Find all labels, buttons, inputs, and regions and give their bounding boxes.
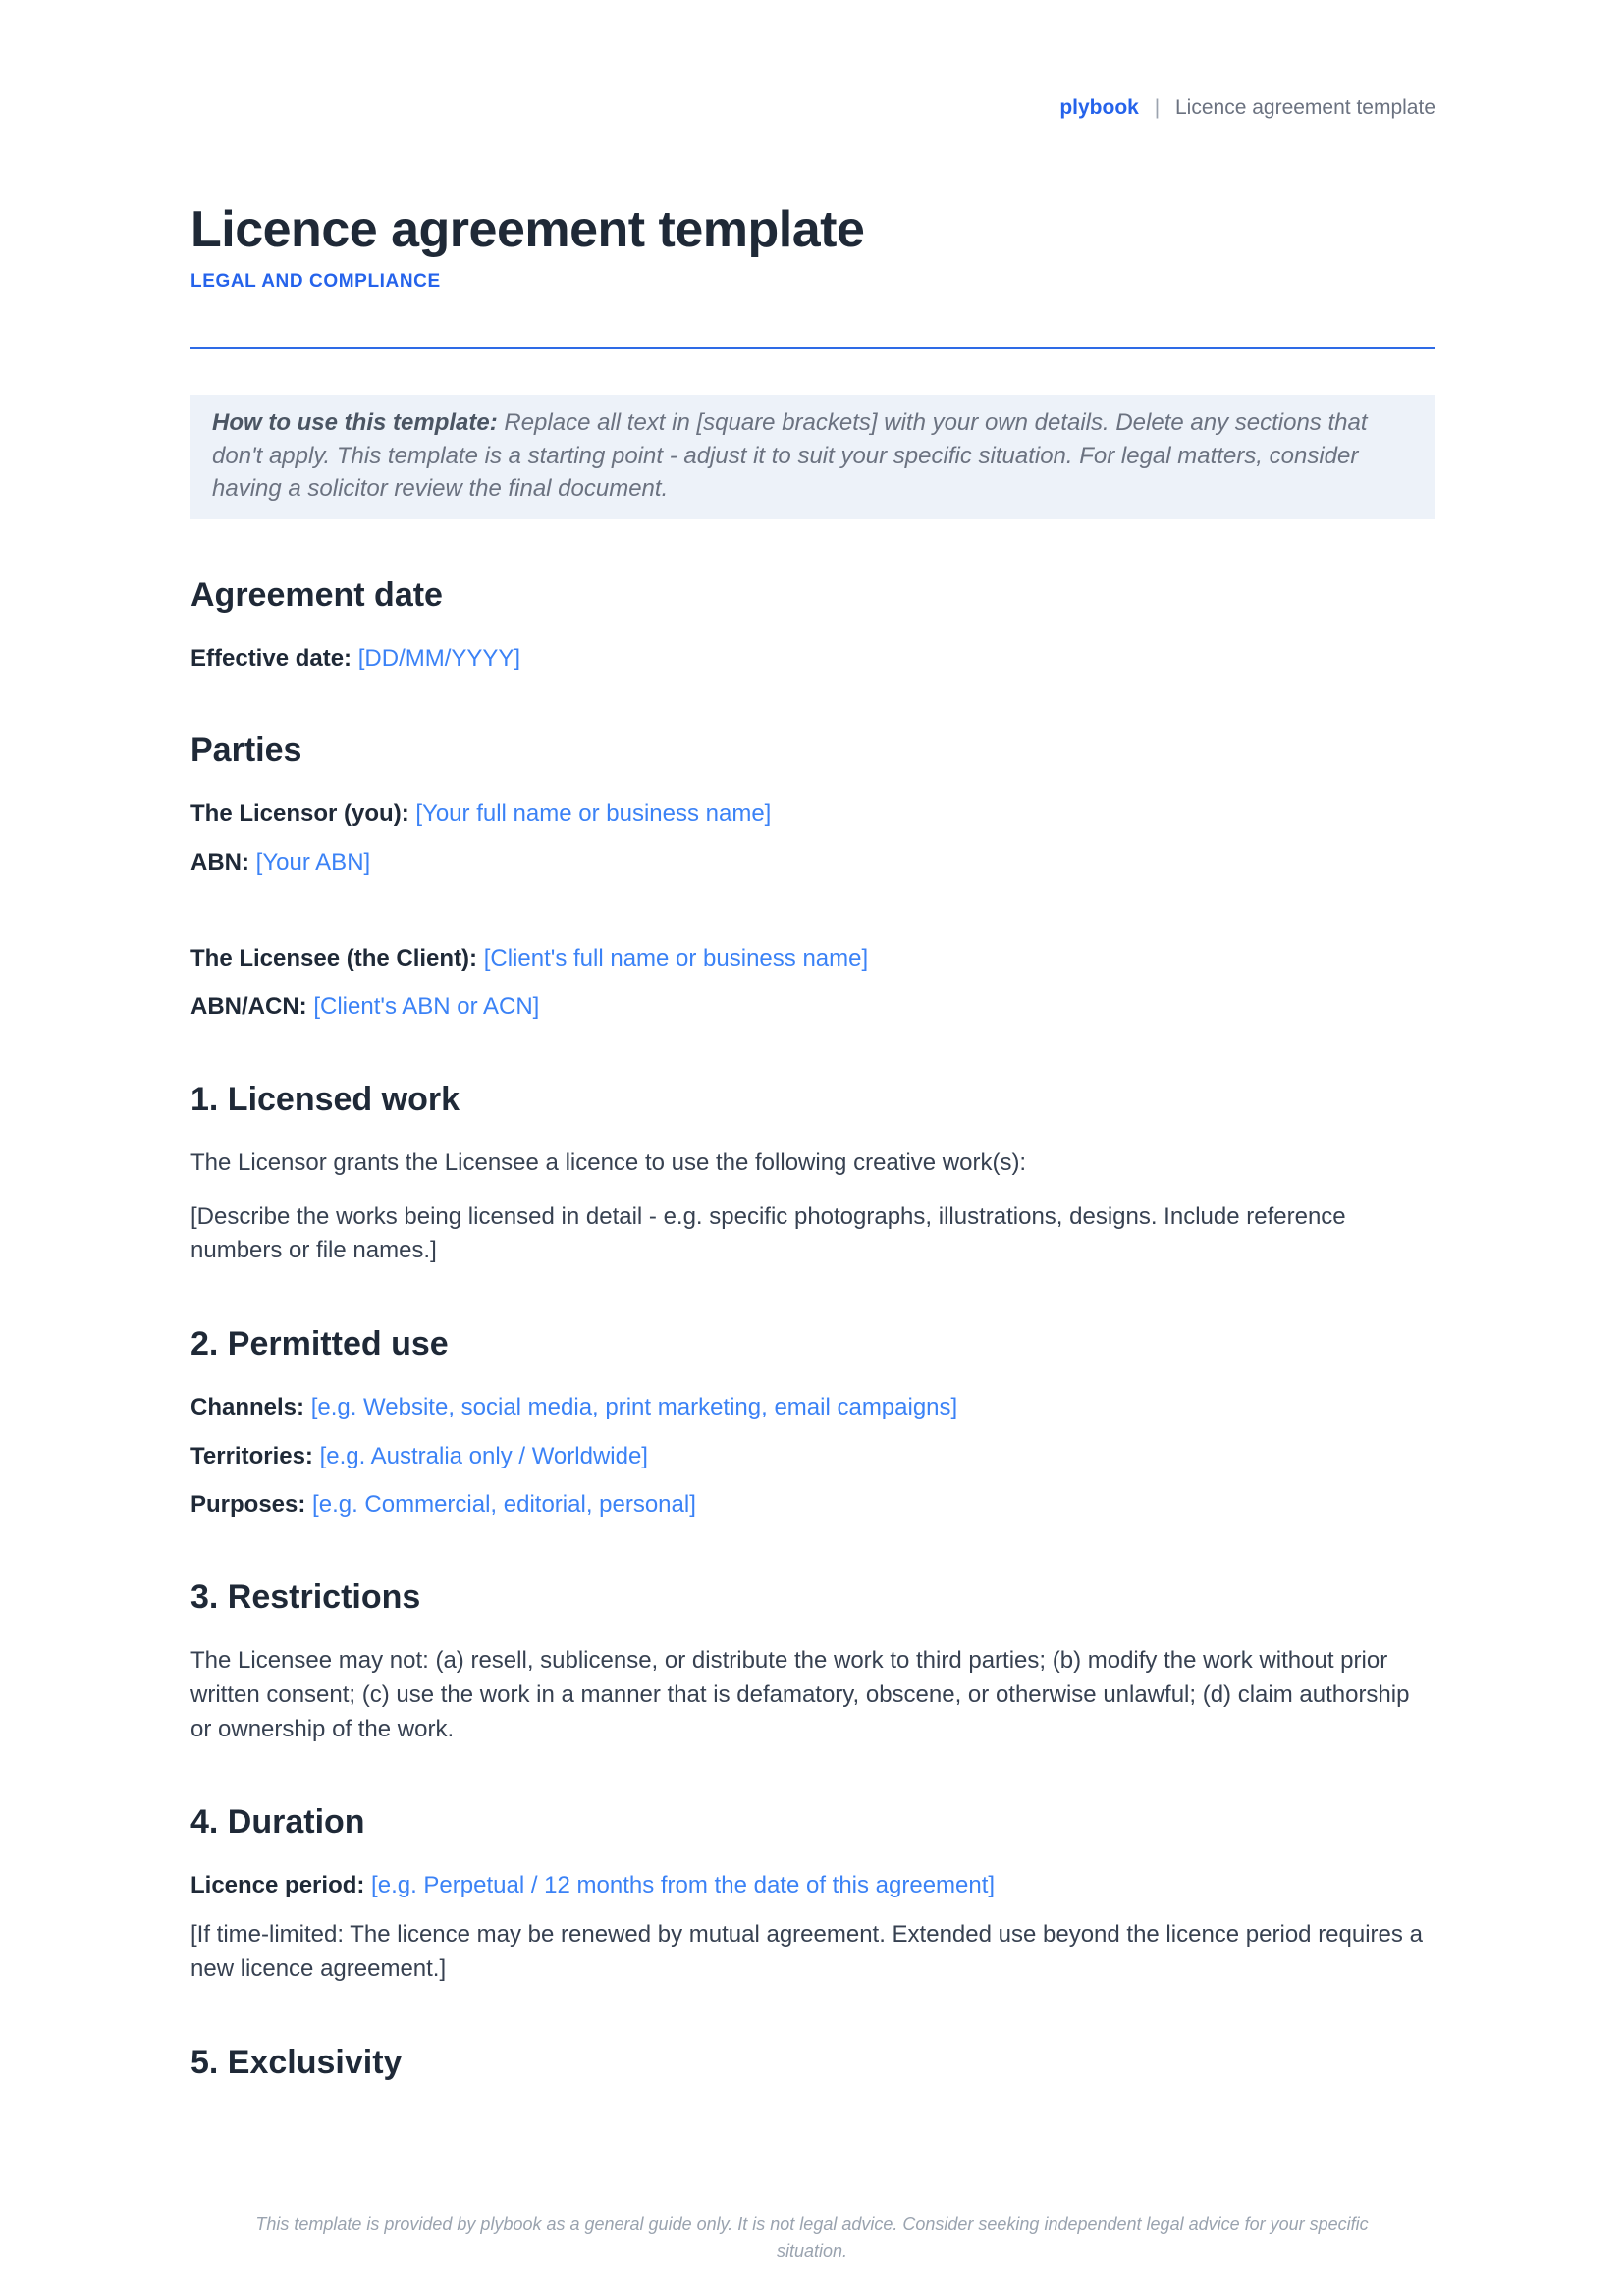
licensee-field [190,942,1435,976]
how-to-notice [190,395,1435,519]
purposes-field [190,1488,1435,1522]
abn-acn-field [190,990,1435,1024]
channels-label: Channels: [190,1394,305,1421]
territories-label: Territories: [190,1442,313,1469]
brand-link[interactable]: plybook [1059,96,1139,119]
section-heading: 5. Exclusivity [190,2043,403,2081]
footer-disclaimer: This template is provided by plybook as a general guide only. It is not legal advice. Consider seeking independent legal advice for your specific situation. [255,2215,1369,2261]
section-heading: 1. Licensed work [190,1080,460,1118]
licensee-placeholder: [Client's full name or business name] [483,944,869,972]
notice-text: Replace all text in [square brackets] with your own details. Delete any sections that don't apply. This template is a starting point - adjust it to suit your specific situation. For legal matters, consider having a solicitor review the final document. [212,409,1368,503]
section-permitted-use [190,1325,1435,1522]
licence-period-label: Licence period: [190,1872,365,1899]
section-heading: 4. Duration [190,1803,365,1842]
header-doc-name: Licence agreement template [1175,96,1435,119]
licence-period-field [190,1869,1435,1902]
section-heading: 2. Permitted use [190,1325,449,1363]
licensor-field [190,797,1435,830]
purposes-placeholder: [e.g. Commercial, editorial, personal] [312,1491,696,1519]
abn-acn-placeholder: [Client's ABN or ACN] [313,993,540,1021]
purposes-label: Purposes: [190,1491,306,1519]
page-title: Licence agreement template [190,201,865,258]
section-exclusivity [190,2044,1435,2082]
channels-field [190,1391,1435,1424]
section-duration [190,1803,1435,1986]
licence-period-placeholder: [e.g. Perpetual / 12 months from the date of this agreement] [371,1872,996,1899]
page-footer [0,2212,1624,2296]
licensee-label: The Licensee (the Client): [190,944,478,972]
territories-placeholder: [e.g. Australia only / Worldwide] [319,1442,648,1469]
licensed-work-placeholder: [Describe the works being licensed in detail - e.g. specific photographs, illustrations, designs. Include reference numbers or file names.] [190,1202,1346,1264]
section-heading: Parties [190,731,302,770]
notice-label: How to use this template: [212,409,498,436]
abn-label: ABN: [190,848,249,876]
restrictions-body: The Licensee may not: (a) resell, sublicense, or distribute the work to third parties; (b) modify the work without prior written consent; (c) use the work in a manner that is defamatory, obscene, or otherwise unlawful; (d) claim authorship or ownership of the work. [190,1646,1410,1742]
section-heading: Agreement date [190,575,443,614]
section-heading: 3. Restrictions [190,1577,421,1616]
section-restrictions [190,1578,1435,1746]
abn-acn-label: ABN/ACN: [190,993,307,1021]
abn-field [190,846,1435,880]
licensor-placeholder: [Your full name or business name] [415,800,772,828]
licensor-label: The Licensor (you): [190,800,409,828]
channels-placeholder: [e.g. Website, social media, print marketing, email campaigns] [310,1394,958,1421]
abn-placeholder: [Your ABN] [255,848,371,876]
territories-field [190,1440,1435,1473]
header-separator: | [1154,96,1161,119]
title-divider [190,347,1435,349]
page-header [190,96,1435,120]
section-agreement-date [190,576,1435,675]
licensed-work-intro: The Licensor grants the Licensee a licence to use the following creative work(s): [190,1148,1027,1176]
effective-date-placeholder: [DD/MM/YYYY] [357,644,521,671]
effective-date-label: Effective date: [190,644,352,671]
section-parties [190,731,1435,1023]
section-licensed-work [190,1081,1435,1268]
category-label: LEGAL AND COMPLIANCE [190,271,441,292]
effective-date-field [190,642,1435,675]
duration-note: [If time-limited: The licence may be renewed by mutual agreement. Extended use beyond the licence period requires a new licence agreement.] [190,1920,1423,1982]
